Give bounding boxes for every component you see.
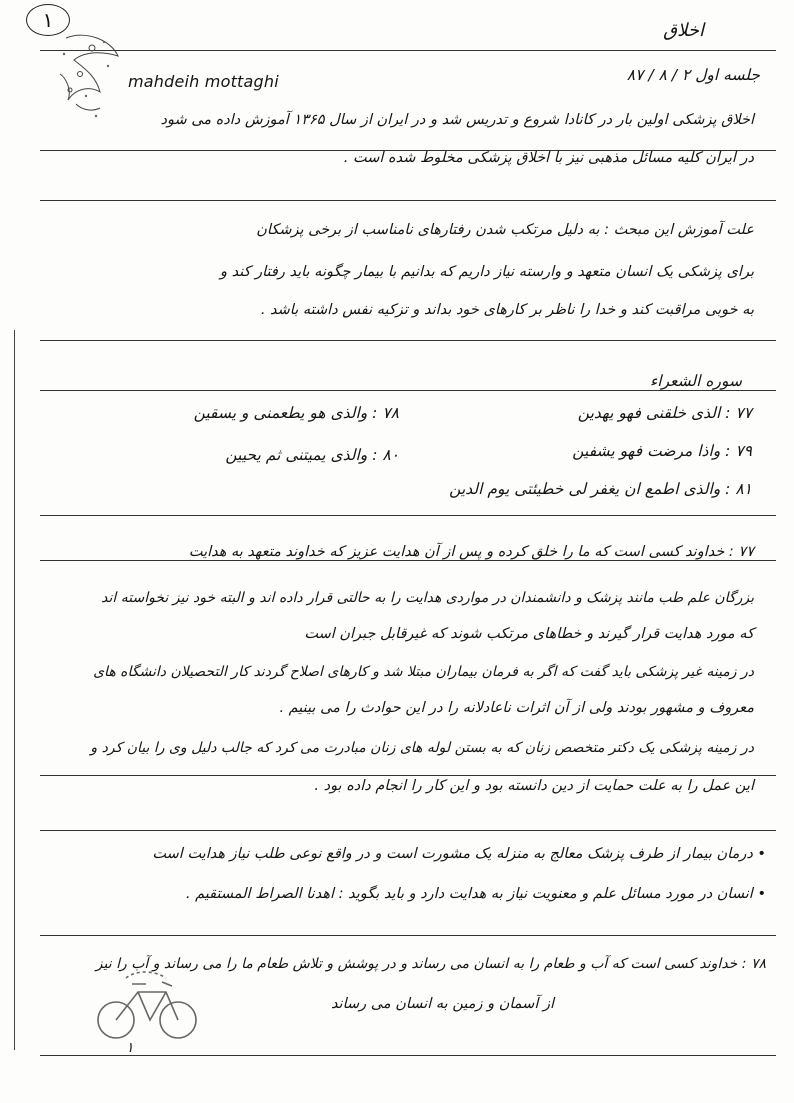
final-line: ۷۸ : خداوند کسی است که آب و طعام را به انسان می رساند و در پوشش و تلاش طعام ما را می رساند و آب را نیز [95, 956, 766, 972]
subject-title: اخلاق [663, 20, 704, 41]
commentary-line: ۷۷ : خداوند کسی است که ما را خلق کرده و پس از آن هدایت عزیز که خداوند متعهد به هدایت [188, 544, 754, 560]
commentary-line: بزرگان علم طب مانند پزشک و دانشمندان در مواردی هدایت را به حالتی قرار داده اند و البته خود نیز نخواسته اند [101, 590, 754, 606]
verse-78: ۷۸ : والذی هو یطعمنی و یسقین [193, 404, 399, 422]
ruled-line [40, 390, 776, 391]
ruled-line [40, 50, 776, 51]
verse-77: ۷۷ : الذی خلقنی فهو یهدین [577, 404, 752, 422]
ruled-line [40, 515, 776, 516]
reason-line: برای پزشکی یک انسان متعهد و وارسته نیاز داریم که بدانیم با بیمار چگونه باید رفتار کند و [220, 264, 754, 280]
commentary-line: که مورد هدایت قرار گیرند و خطاهای مرتکب شوند که غیرقابل جبران است [304, 626, 754, 642]
margin-line [14, 330, 15, 1050]
ruled-line [40, 935, 776, 936]
author-signature: mahdeih mottaghi [128, 72, 279, 91]
reason-line: علت آموزش این مبحث : به دلیل مرتکب شدن رفتارهای نامناسب از برخی پزشکان [256, 222, 754, 238]
surah-title: سوره الشعراء [649, 372, 742, 390]
commentary-line: در زمینه غیر پزشکی باید گفت که اگر به فرمان بیماران مبتلا شد و کارهای اصلاح گردند کار التحصیلان دانشگاه های [93, 664, 754, 680]
ruled-line [40, 830, 776, 831]
ruled-line [40, 200, 776, 201]
footer-mark: ۱ [126, 1040, 134, 1056]
bullet-line: • انسان در مورد مسائل علم و معنویت نیاز به هدایت دارد و باید بگوید : اهدنا الصراط المستقیم . [185, 886, 766, 902]
ruled-line [40, 340, 776, 341]
ruled-line [40, 775, 776, 776]
verse-79: ۷۹ : واذا مرضت فهو یشفین [572, 442, 752, 460]
final-line: از آسمان و زمین به انسان می رساند [330, 996, 554, 1012]
bullet-line: • درمان بیمار از طرف پزشک معالج به منزله یک مشورت است و در واقع نوعی طلب نیاز هدایت است [152, 846, 766, 862]
ruled-line [40, 1055, 776, 1056]
commentary-line: در زمینه پزشکی یک دکتر متخصص زنان که به بستن لوله های زنان مبادرت می کرد که جالب دلیل وی را بیان کرد و [90, 740, 754, 756]
reason-line: به خوبی مراقبت کند و خدا را ناظر بر کارهای خود بداند و تزکیه نفس داشته باشد . [260, 302, 754, 318]
verse-81: ۸۱ : والذی اطمع ان یغفر لی خطیئتی یوم الدین [449, 480, 752, 498]
intro-line: اخلاق پزشکی اولین بار در کانادا شروع و تدریس شد و در ایران از سال ۱۳۶۵ آموزش داده می شود [160, 112, 754, 128]
floral-ornament-icon [56, 30, 128, 120]
bicycle-doodle-icon [92, 968, 202, 1044]
ruled-line [40, 560, 776, 561]
intro-line: در ایران کلیه مسائل مذهبی نیز با اخلاق پزشکی مخلوط شده است . [343, 150, 754, 166]
commentary-line: معروف و مشهور بودند ولی از آن اثرات ناعادلانه را در این حوادث را می بینیم . [279, 700, 754, 716]
verse-80: ۸۰ : والذی یمیتنی ثم یحیین [225, 446, 399, 464]
page-number: ۱ [42, 8, 54, 32]
commentary-line: این عمل را به علت حمایت از دین دانسته بود و این کار را انجام داده بود . [314, 778, 754, 794]
session-date: جلسه اول ۲ / ۸ / ۸۷ [626, 66, 760, 84]
